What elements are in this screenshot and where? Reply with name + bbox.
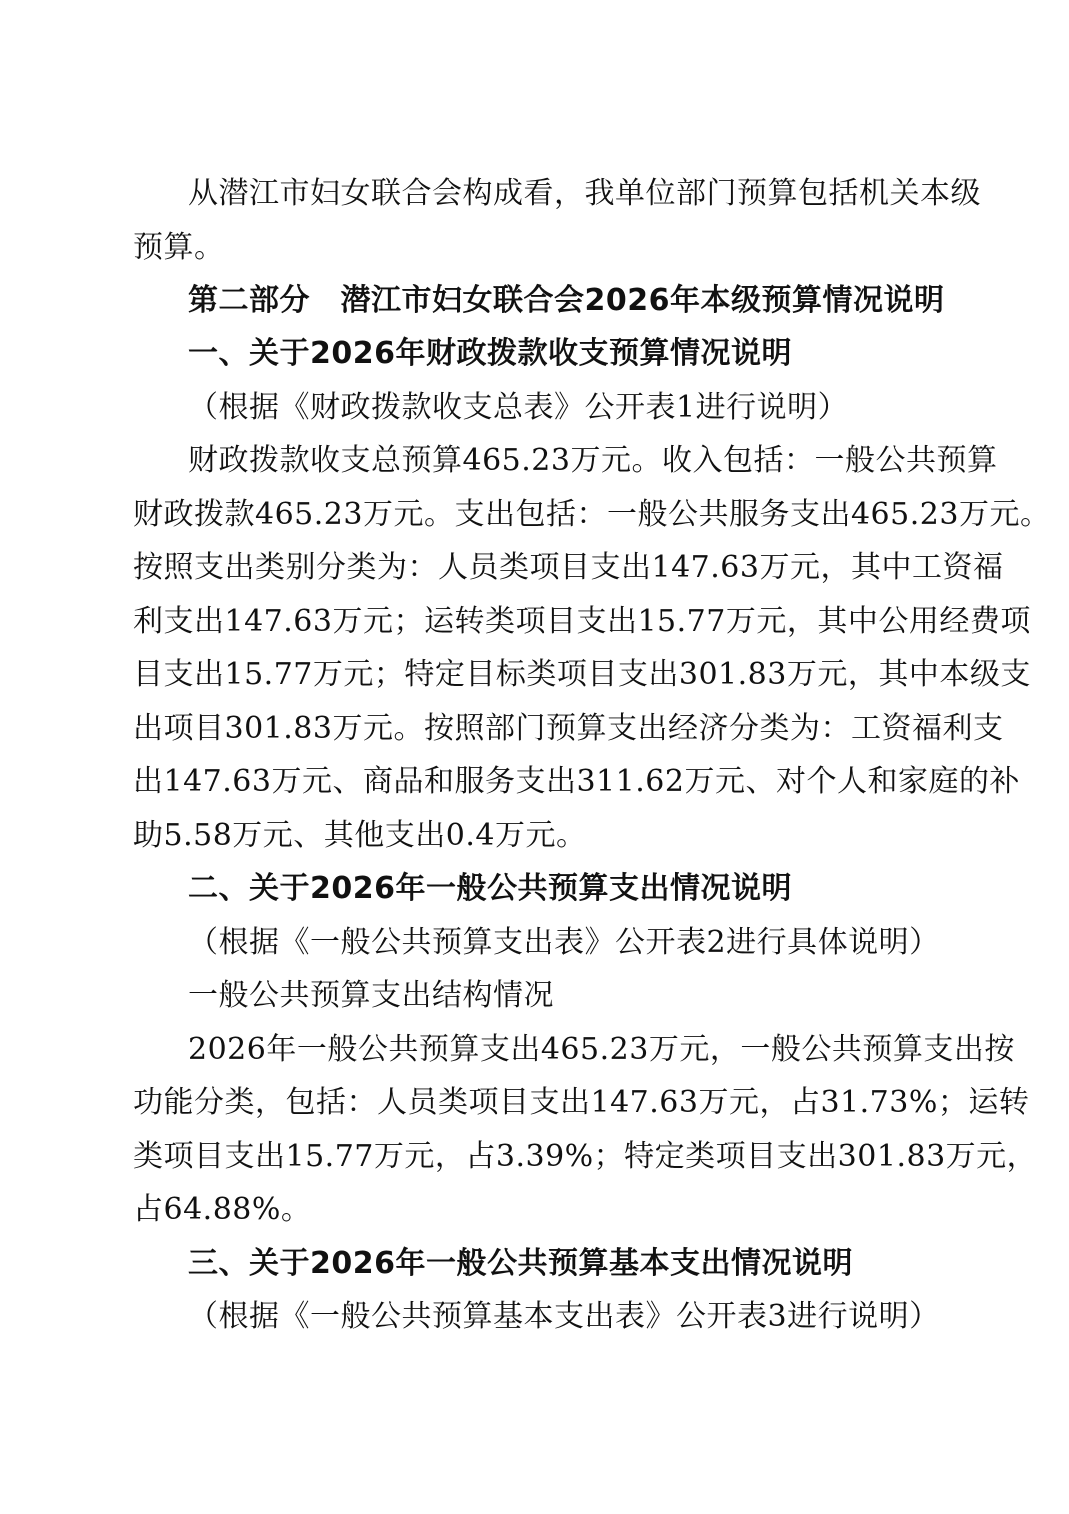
paragraph-line (188, 441, 998, 481)
table-reference-note (188, 923, 940, 963)
line-text: 出项目301.83万元。按照部门预算支出经济分类为：工资福利支 (133, 711, 1004, 746)
note-text: （根据《一般公共预算基本支出表》公开表3进行说明） (188, 1299, 940, 1334)
line-text: 按照支出类别分类为：人员类项目支出147.63万元，其中工资福 (133, 550, 1004, 585)
paragraph-line (133, 816, 587, 856)
line-text: 出147.63万元、商品和服务支出311.62万元、对个人和家庭的补 (133, 764, 1020, 799)
line-text: 功能分类，包括：人员类项目支出147.63万元，占31.73%；运转 (133, 1085, 1030, 1120)
subsection-heading (188, 869, 792, 909)
line-text: 预算。 (133, 230, 225, 265)
line-text: 2026年一般公共预算支出465.23万元，一般公共预算支出按 (188, 1032, 1015, 1067)
table-reference-note (188, 1297, 940, 1337)
heading-text: 一、关于2026年财政拨款收支预算情况说明 (188, 336, 792, 371)
line-text: 目支出15.77万元；特定目标类项目支出301.83万元，其中本级支 (133, 657, 1031, 692)
paragraph-line (133, 1083, 1030, 1123)
note-text: （根据《一般公共预算支出表》公开表2进行具体说明） (188, 925, 940, 960)
paragraph-line (188, 174, 981, 214)
heading-text: 第二部分 潜江市妇女联合会2026年本级预算情况说明 (188, 283, 945, 318)
paragraph-line (133, 548, 1004, 588)
paragraph-line (133, 1190, 311, 1230)
line-text: 财政拨款收支总预算465.23万元。收入包括：一般公共预算 (188, 443, 998, 478)
line-text: 财政拨款465.23万元。支出包括：一般公共服务支出465.23万元。 (133, 497, 1051, 532)
paragraph-line (133, 1137, 1038, 1177)
paragraph-line (133, 602, 1031, 642)
heading-text: 三、关于2026年一般公共预算基本支出情况说明 (188, 1246, 853, 1281)
line-text: 占64.88%。 (133, 1192, 312, 1227)
line-text: 助5.58万元、其他支出0.4万元。 (133, 818, 587, 853)
paragraph-line (133, 495, 1051, 535)
subsection-heading (188, 1244, 853, 1284)
table-reference-note (188, 388, 848, 428)
line-text: 从潜江市妇女联合会构成看，我单位部门预算包括机关本级 (188, 176, 981, 211)
section-heading (188, 281, 945, 321)
paragraph-line (133, 655, 1031, 695)
paragraph-line (133, 709, 1004, 749)
paragraph-line (133, 762, 1020, 802)
paragraph-line (188, 1030, 1015, 1070)
paragraph-subtitle (188, 976, 554, 1016)
note-text: （根据《财政拨款收支总表》公开表1进行说明） (188, 390, 849, 425)
line-text: 利支出147.63万元；运转类项目支出15.77万元，其中公用经费项 (133, 604, 1031, 639)
line-text: 类项目支出15.77万元，占3.39%；特定类项目支出301.83万元， (133, 1139, 1038, 1174)
heading-text: 二、关于2026年一般公共预算支出情况说明 (188, 871, 792, 906)
subsection-heading (188, 334, 792, 374)
paragraph-line (133, 228, 225, 268)
subtitle-text: 一般公共预算支出结构情况 (188, 978, 554, 1013)
